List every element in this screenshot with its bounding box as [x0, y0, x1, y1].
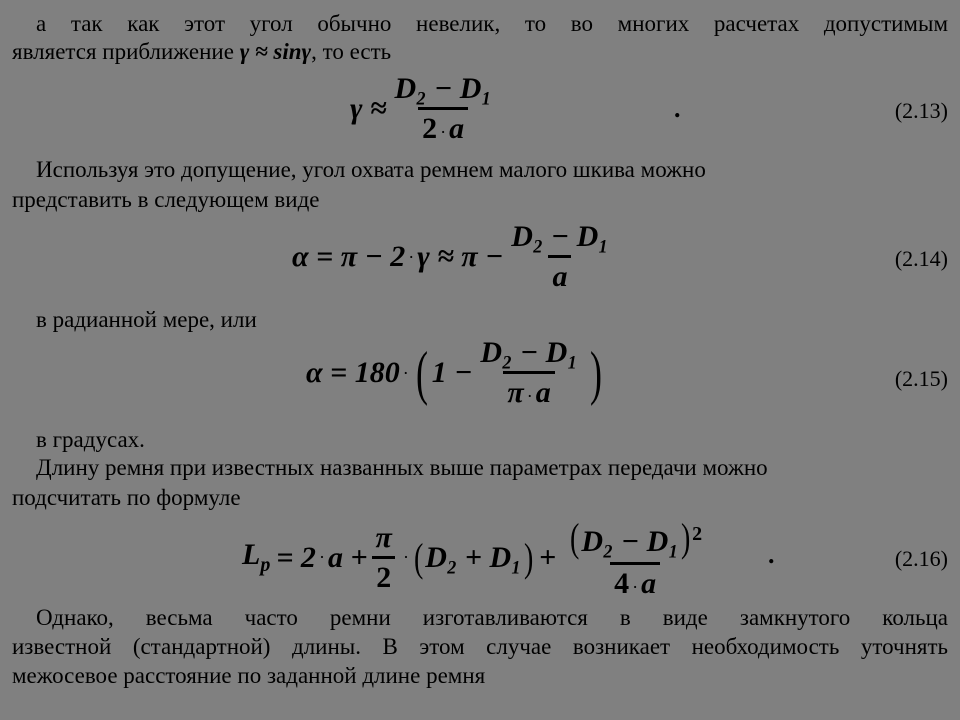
text-line-3: Используя это допущение, угол охвата ремнем малого шкива можно: [36, 157, 706, 182]
eq16-term2: D₂ + D₁: [425, 540, 522, 574]
eq16-f2-denominator: 4 · a: [610, 562, 660, 601]
eq16-dot2: ·: [402, 547, 409, 567]
eq16-plus: +: [538, 540, 557, 574]
text-line-2: [12, 38, 948, 66]
eq13-lhs: γ ≈: [350, 92, 387, 125]
eq16-lhs: $L_p$: [242, 538, 271, 576]
text-line-1: а так как этот угол обычно невелик, то во многих расчетах допустимым: [36, 11, 948, 36]
text-line-10: известной (стандартной) длины. В этом случае возникает необходимость уточнять: [12, 634, 948, 659]
eq15-denominator: π · a: [503, 371, 554, 410]
eq16-f1-denominator: 2: [372, 556, 395, 595]
eq15-left-paren: (: [415, 340, 428, 406]
eq16-period: .: [768, 540, 775, 569]
text-line-2a: является приближение: [12, 39, 240, 64]
eq16-fraction2: [564, 514, 706, 601]
eq15-dot: ·: [402, 362, 409, 383]
eq16-paren-open: (: [413, 535, 424, 580]
eq13-fraction: [390, 72, 495, 146]
text-line-11: межосевое расстояние по заданной длине ремня: [12, 663, 486, 688]
eq14-lhs: α = π − 2: [292, 240, 406, 273]
equation-2-16: [242, 514, 710, 601]
eq16-term1: = 2: [276, 540, 316, 574]
eq15-fraction: [476, 336, 581, 410]
text-line-9: Однако, весьма часто ремни изготавливаются в виде замкнутого кольца: [36, 605, 948, 630]
text-line-6: в градусах.: [36, 427, 145, 452]
equation-2-13: [350, 72, 500, 146]
text-line-2b: , то есть: [311, 39, 392, 64]
eq13-number: (2.13): [894, 98, 948, 123]
eq14-numerator: D₂ − D₁: [511, 220, 609, 253]
text-line-5: в радианной мере, или: [36, 307, 257, 332]
equation-2-15: [306, 336, 606, 410]
eq16-f2-numerator: $(D_2 - D_1)^2$: [570, 515, 703, 560]
eq14-denominator: a: [548, 255, 571, 294]
eq15-lhs: α = 180: [306, 356, 400, 389]
eq16-fraction1: [372, 521, 396, 595]
eq14-number: (2.14): [894, 246, 948, 271]
text-line-4: представить в следующем виде: [12, 187, 320, 212]
eq15-inner: 1 −: [431, 356, 473, 389]
eq14-fraction: [507, 220, 612, 294]
text-line-7: Длину ремня при известных названных выше параметрах передачи можно: [36, 455, 768, 480]
eq15-numerator: D₂ − D₁: [480, 336, 578, 369]
equation-2-14: [292, 220, 617, 294]
eq14-dot: ·: [408, 246, 415, 267]
eq16-number: (2.16): [894, 546, 948, 571]
eq13-denominator: 2 · a: [418, 107, 468, 146]
eq13-period: .: [674, 94, 681, 123]
eq16-term1-var: a +: [327, 540, 368, 574]
text-line-8: подсчитать по формуле: [12, 485, 241, 510]
eq15-right-paren: ): [589, 340, 602, 406]
eq14-mid: γ ≈ π −: [417, 240, 504, 273]
inline-formula: γ ≈ sinγ: [239, 39, 312, 64]
eq13-numerator: D₂ − D₁: [394, 72, 492, 105]
eq16-paren-close: ): [523, 535, 533, 580]
eq16-dot1: ·: [318, 547, 325, 567]
eq16-f1-numerator: π: [375, 520, 392, 554]
eq15-number: (2.15): [894, 366, 948, 391]
